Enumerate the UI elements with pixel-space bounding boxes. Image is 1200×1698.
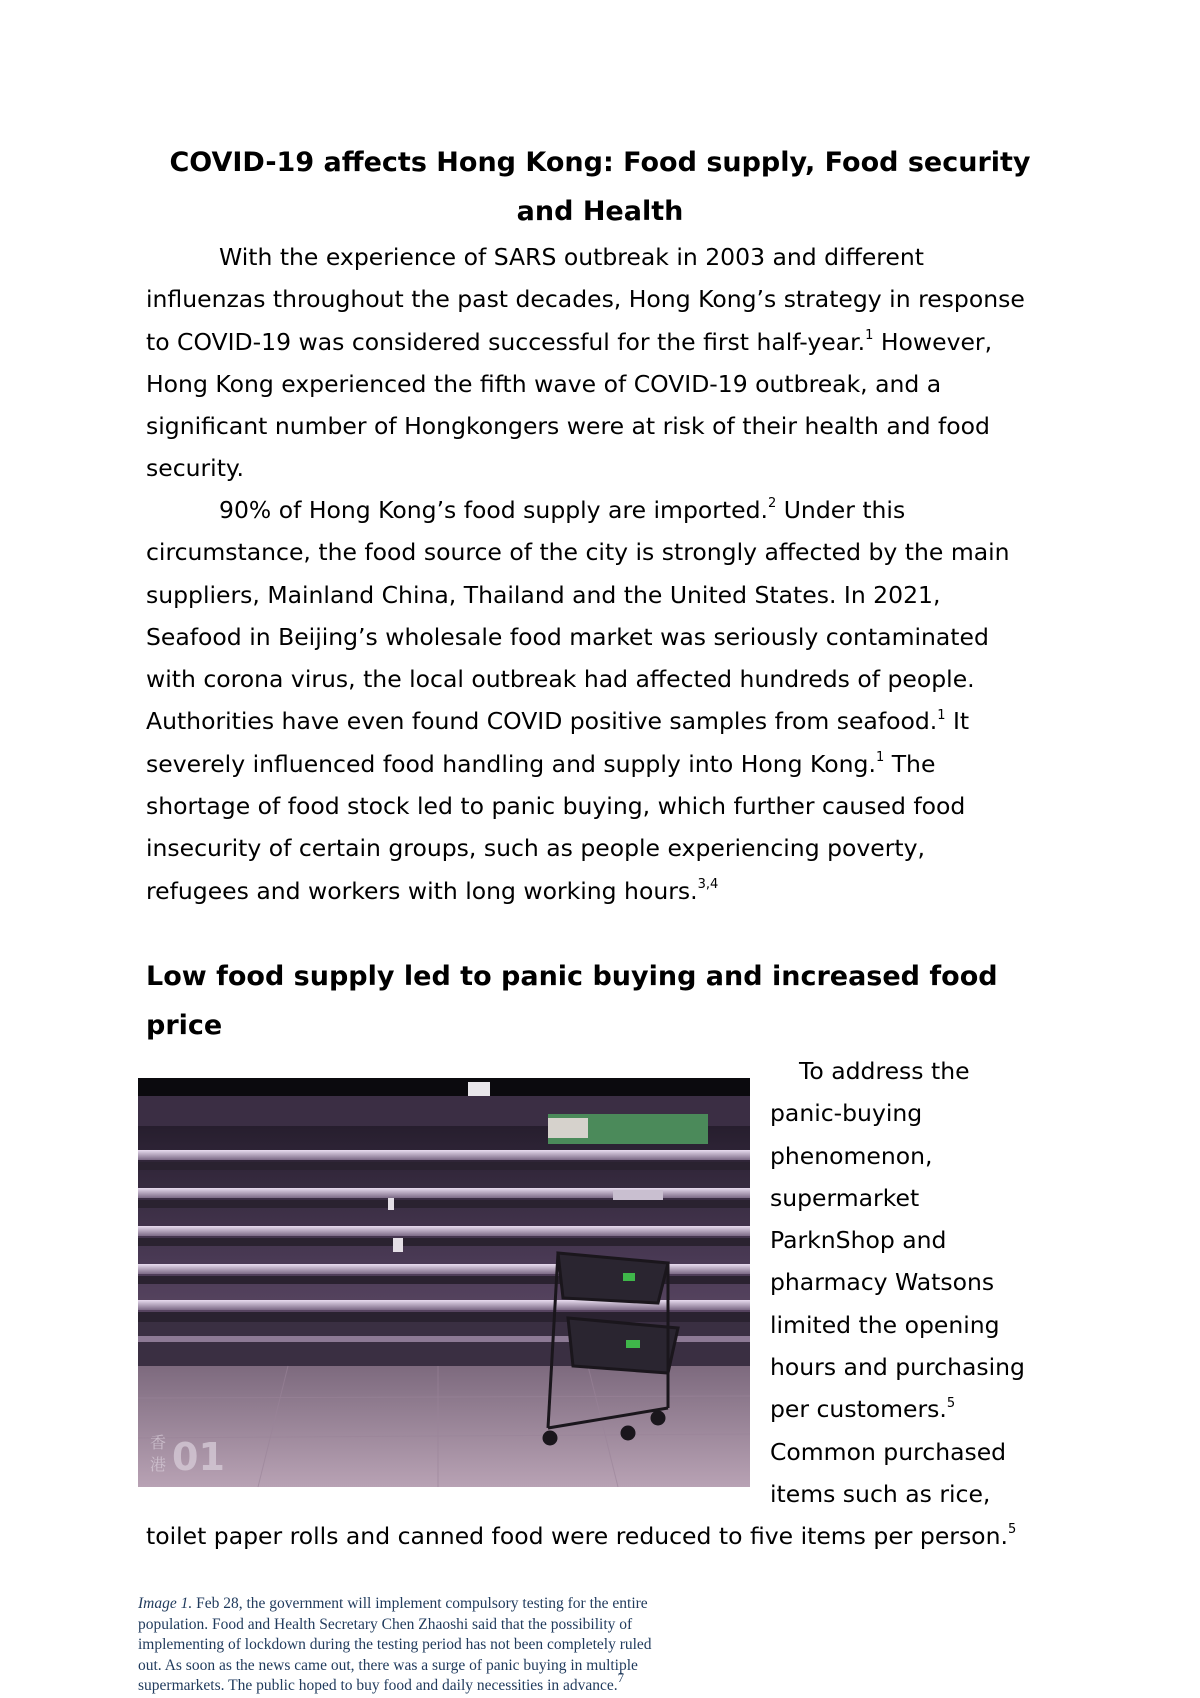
text-line: To address the xyxy=(799,1057,970,1085)
caption-line: population. Food and Health Secretary Chen Zhaoshi said that the possibility of xyxy=(138,1615,633,1633)
text-line: items such as rice, xyxy=(770,1479,991,1508)
text-line: with corona virus, the local outbreak had affected hundreds of people. xyxy=(146,665,975,694)
footnote-ref: 7 xyxy=(617,1669,625,1685)
title-line: COVID-19 affects Hong Kong: Food supply, Food security xyxy=(169,147,1031,178)
section-heading xyxy=(146,952,1046,1050)
watermark-char: 香 xyxy=(150,1433,167,1452)
shelf-row xyxy=(138,1150,750,1170)
text-line: It xyxy=(945,707,970,736)
text-line: suppliers, Mainland China, Thailand and the United States. In 2021, xyxy=(146,580,941,609)
watermark-char: 港 xyxy=(150,1455,167,1474)
panic-buying-paragraph xyxy=(770,1050,1070,1515)
text-line: to COVID-19 was considered successful for the first half-year. xyxy=(146,327,866,356)
footnote-ref: 1 xyxy=(865,327,874,343)
text-line: ParknShop and xyxy=(770,1226,947,1255)
text-line: Common purchased xyxy=(770,1437,1007,1466)
footnote-ref: 1 xyxy=(875,749,885,765)
footnote-ref: 3,4 xyxy=(697,876,719,892)
caption-line: Feb 28, the government will implement compulsory testing for the entire xyxy=(192,1595,648,1612)
text-line: limited the opening xyxy=(770,1310,1000,1339)
text-line: 90% of Hong Kong’s food supply are imported. xyxy=(219,496,768,524)
food-supply-paragraph xyxy=(146,489,1062,912)
text-line: phenomenon, xyxy=(770,1141,933,1170)
text-line: hours and purchasing xyxy=(770,1353,1025,1382)
text-line: influenzas throughout the past decades, Hong Kong’s strategy in response xyxy=(146,285,1025,314)
text-line: significant number of Hongkongers were at risk of their health and food xyxy=(146,412,990,441)
text-line: insecurity of certain groups, such as people experiencing poverty, xyxy=(146,834,925,863)
text-line: With the experience of SARS outbreak in 2003 and different xyxy=(219,243,924,271)
text-line: supermarket xyxy=(770,1183,920,1212)
text-line xyxy=(146,1515,1066,1557)
empty-shelves-photo xyxy=(138,1078,750,1487)
title-line: and Health xyxy=(516,196,684,227)
text-line: toilet paper rolls and canned food were reduced to five items per person. xyxy=(146,1522,1008,1550)
caption-line: implementing of lockdown during the testing period has not been completely ruled xyxy=(138,1636,652,1653)
watermark-logo: 01 xyxy=(172,1435,225,1479)
text-line: security. xyxy=(146,454,244,483)
text-line: circumstance, the food source of the city is strongly affected by the main xyxy=(146,538,1010,567)
text-line: pharmacy Watsons xyxy=(770,1268,995,1297)
footnote-ref: 5 xyxy=(1007,1522,1017,1538)
image-caption xyxy=(138,1594,758,1697)
text-line: shortage of food stock led to panic buying, which further caused food xyxy=(146,792,966,821)
shelf-row xyxy=(138,1226,750,1246)
caption-line: supermarkets. The public hoped to buy food and daily necessities in advance. xyxy=(138,1677,618,1694)
text-line: per customers. xyxy=(770,1395,947,1424)
caption-line: out. As soon as the news came out, there was a surge of panic buying in multiple xyxy=(138,1656,638,1674)
news-logo-watermark xyxy=(150,1433,225,1479)
text-line: Authorities have even found COVID positive samples from seafood. xyxy=(146,707,938,736)
text-line: The xyxy=(884,749,936,778)
text-line: Under this xyxy=(776,496,906,524)
document-title xyxy=(140,138,1060,236)
text-line: panic-buying xyxy=(770,1099,923,1128)
caption-label: Image 1. xyxy=(138,1595,193,1612)
heading-line: price xyxy=(146,1010,223,1041)
heading-line: Low food supply led to panic buying and increased food xyxy=(146,961,998,992)
footnote-ref: 5 xyxy=(946,1395,956,1411)
text-line: However, xyxy=(873,327,993,356)
footnote-ref: 1 xyxy=(937,707,946,723)
text-line: severely influenced food handling and supply into Hong Kong. xyxy=(146,749,876,778)
text-line: Seafood in Beijing’s wholesale food market was seriously contaminated xyxy=(146,622,989,651)
footnote-ref: 2 xyxy=(767,496,777,512)
intro-paragraph xyxy=(146,236,1062,490)
text-line: Hong Kong experienced the fifth wave of COVID-19 outbreak, and a xyxy=(146,369,942,398)
text-line: refugees and workers with long working hours. xyxy=(146,876,698,905)
